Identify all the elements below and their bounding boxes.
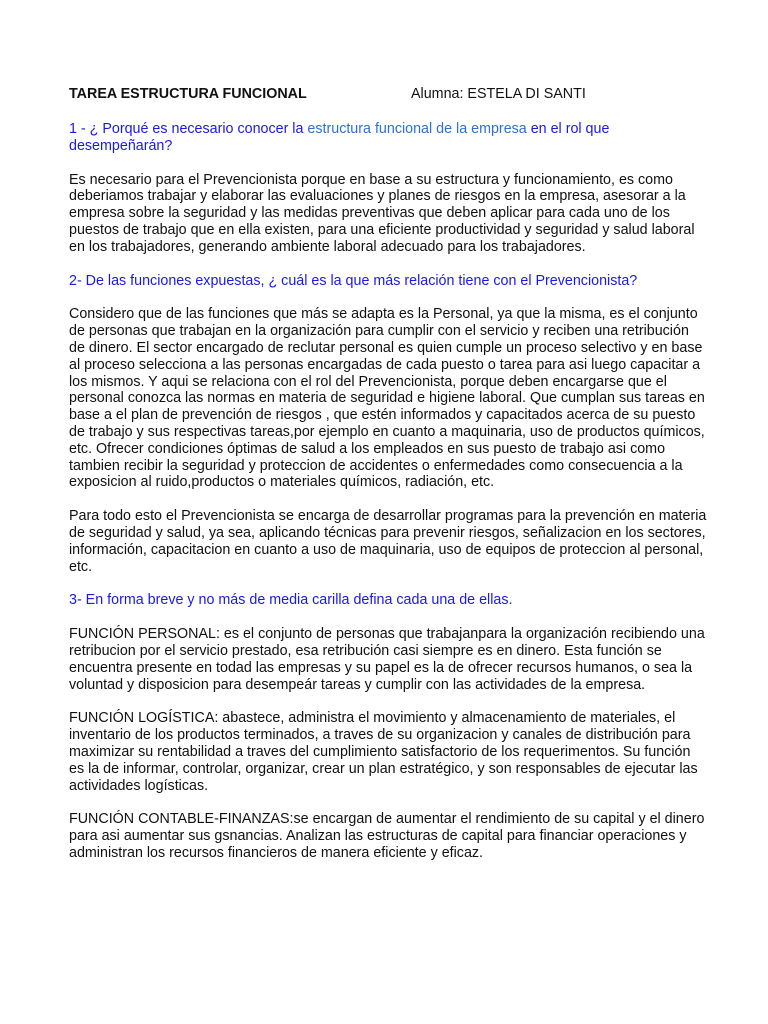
question-3: 3- En forma breve y no más de media carilla defina cada una de ellas. bbox=[69, 592, 513, 609]
answer-2-continued: Para todo esto el Prevencionista se encarga de desarrollar programas para la prevención en materia de seguridad y salud, ya sea, aplicando técnicas para prevenir riesgos, señalizacion en los sectores, información, capacitacion en cuanto a uso de maquinaria, uso de equipos de proteccion al personal, etc. bbox=[69, 508, 707, 575]
student-name: Alumna: ESTELA DI SANTI bbox=[411, 86, 586, 102]
question-2: 2- De las funciones expuestas, ¿ cuál es la que más relación tiene con el Prevencionista? bbox=[69, 272, 638, 289]
document-header bbox=[69, 86, 708, 106]
question-1-highlight: estructura funcional de la empresa bbox=[307, 121, 527, 137]
definition-logistica: FUNCIÓN LOGÍSTICA: abastece, administra el movimiento y almacenamiento de materiales, el inventario de los productos terminados, a traves de su organizacion y canales de distribución para maximizar su rentabilidad a traves del cumplimiento satisfactorio de los requerimentos. Su función es la de informar, controlar, organizar, crear un plan estratégico, y son responsables de ejecutar las actividades logísticas. bbox=[69, 710, 698, 794]
answer-1: Es necesario para el Prevencionista porque en base a su estructura y funcionamiento, es como deberiamos trabajar y elaborar las evaluaciones y planes de riesgos en la empresa, asesorar a la empresa sobre la seguridad y las medidas preventivas que deben aplicar para cada uno de los puestos de trabajo que en ella existen, para una eficiente productividad y seguridad y salud laboral en los trabajadores, generando ambiente laboral adecuado para los trabajadores. bbox=[69, 171, 695, 255]
answer-2: Considero que de las funciones que más se adapta es la Personal, ya que la misma, es el conjunto de personas que trabajan en la organización para cumplir con el servicio y reciben una retribución de dinero. El sector encargado de reclutar personal es quien cumple un proceso selectivo y en base al proceso selecciona a las personas encargadas de cada puesto o tarea para asi luego capacitar a los mismos. Y aqui se relaciona con el rol del Prevencionista, porque deben encargarse que el personal conozca las normas en materia de seguridad e higiene laboral. Que cumplan sus tareas en base a el plan de prevención de riesgos , que estén informados y capacitados acerca de su puesto de trabajo y sus respectivas tareas,por ejemplo en cuanto a maquinaria, uso de productos químicos, etc. Ofrecer condiciones óptimas de salud a los empleados en sus puesto de trabajo asi como tambien recibir la seguridad y proteccion de accidentes o enfermedades como consecuencia a la exposicion al ruido,productos o materiales químicos, radiación, etc. bbox=[69, 306, 705, 491]
question-1 bbox=[69, 121, 708, 155]
definition-personal: FUNCIÓN PERSONAL: es el conjunto de personas que trabajanpara la organización recibiendo una retribucion por el servicio prestado, esa retribución casi siempre es en dinero. Esta función se encuentra presente en todad las empresas y su papel es la de ofrecer recursos humanos, o sea la voluntad y disposicion para desempeár tareas y cumplir con las actividades de la empresa. bbox=[69, 626, 705, 693]
question-1-text-start: 1 - ¿ Porqué es necesario conocer la bbox=[69, 121, 308, 137]
question-1-text-end: en el rol que desempeñarán? bbox=[69, 121, 610, 154]
definition-contable-finanzas: FUNCIÓN CONTABLE-FINANZAS:se encargan de aumentar el rendimiento de su capital y el dinero para asi aumentar sus gsnancias. Analizan las estructuras de capital para financiar operaciones y administran los recursos financieros de manera eficiente y eficaz. bbox=[69, 811, 705, 861]
document-title: TAREA ESTRUCTURA FUNCIONAL bbox=[69, 86, 307, 102]
